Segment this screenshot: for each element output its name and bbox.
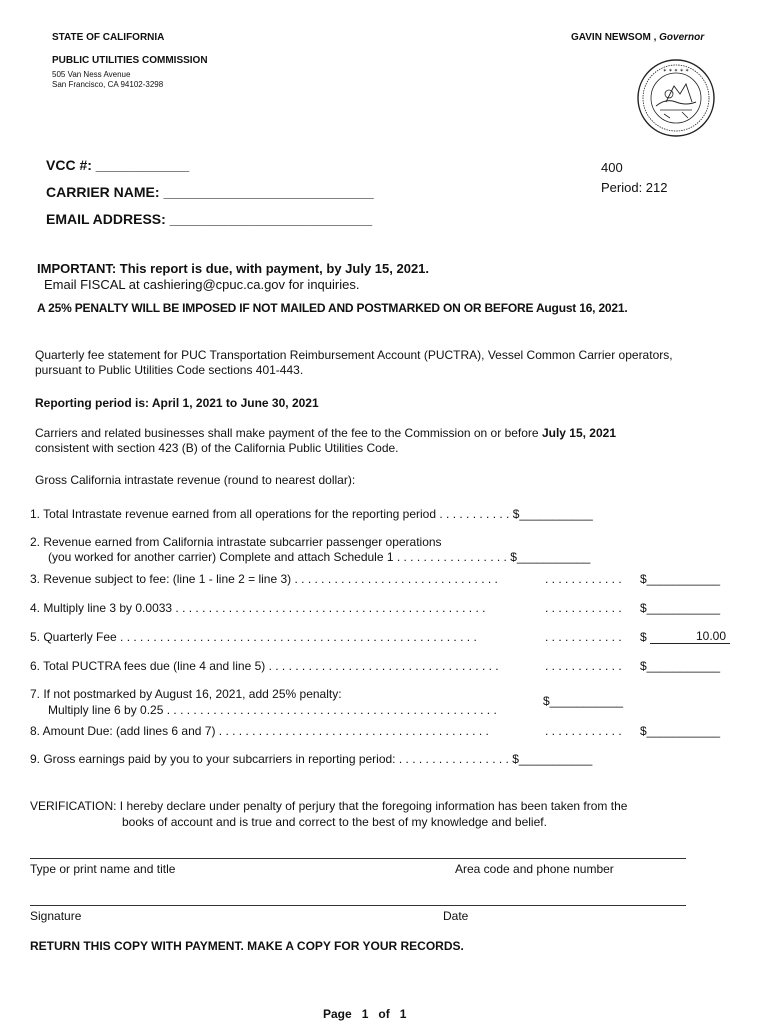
page-label: Page bbox=[323, 1007, 352, 1021]
line-7-amount[interactable]: $___________ bbox=[543, 694, 624, 708]
penalty-notice: A 25% PENALTY WILL BE IMPOSED IF NOT MAILED AND POSTMARKED ON OR BEFORE August 16, 2021. bbox=[37, 301, 628, 315]
line-4-dots: . . . . . . . . . . . . bbox=[545, 601, 622, 615]
gross-revenue-heading: Gross California intrastate revenue (round to nearest dollar): bbox=[35, 473, 356, 487]
line-1-total-revenue[interactable]: 1. Total Intrastate revenue earned from all operations for the reporting period . . . . . . . . . . . $___________ bbox=[30, 507, 593, 521]
line-3-dots: . . . . . . . . . . . . bbox=[545, 572, 622, 586]
state-seal-icon bbox=[636, 58, 716, 138]
line-7-label: 7. If not postmarked by August 16, 2021, add 25% penalty: bbox=[30, 687, 342, 701]
line-3-amount[interactable]: $___________ bbox=[640, 572, 721, 586]
state-name: STATE OF CALIFORNIA bbox=[52, 32, 165, 43]
line-6-amount[interactable]: $___________ bbox=[640, 659, 721, 673]
signature-date-line[interactable] bbox=[30, 905, 686, 906]
line-3-label: 3. Revenue subject to fee: (line 1 - line 2 = line 3) . . . . . . . . . . . . . . . . . . . . . . . . . . . . . . . bbox=[30, 572, 498, 586]
governor-name: GAVIN NEWSOM , bbox=[571, 32, 657, 43]
carriers-line-1 bbox=[35, 426, 616, 440]
form-code: 400 bbox=[601, 160, 623, 175]
line-5-dots: . . . . . . . . . . . . bbox=[545, 630, 622, 644]
email-inquiries: Email FISCAL at cashiering@cpuc.ca.gov for inquiries. bbox=[44, 277, 360, 292]
due-date: July 15, 2021 bbox=[541, 426, 616, 440]
line-2-subcarrier-revenue: 2. Revenue earned from California intrastate subcarrier passenger operations bbox=[30, 535, 442, 549]
line-5-amount[interactable]: 10.00 bbox=[650, 630, 730, 644]
email-address-field[interactable]: EMAIL ADDRESS: __________________________ bbox=[46, 211, 373, 227]
line-8-label: 8. Amount Due: (add lines 6 and 7) . . . . . . . . . . . . . . . . . . . . . . . . . . . . . . . . . . . . . . . . . bbox=[30, 724, 489, 738]
governor-title: Governor bbox=[659, 32, 705, 43]
verification-line-2: books of account and is true and correct to the best of my knowledge and belief. bbox=[122, 815, 547, 829]
line-5-label: 5. Quarterly Fee . . . . . . . . . . . . . . . . . . . . . . . . . . . . . . . . . . . . . . . . . . . . . . . . . . . . . . bbox=[30, 630, 477, 644]
line-4-label: 4. Multiply line 3 by 0.0033 . . . . . . . . . . . . . . . . . . . . . . . . . . . . . . . . . . . . . . . . . . . . . . . bbox=[30, 601, 486, 615]
carriers-line-2: consistent with section 423 (B) of the California Public Utilities Code. bbox=[35, 441, 399, 455]
page-total: 1 bbox=[399, 1007, 407, 1021]
carriers-text: Carriers and related businesses shall make payment of the fee to the Commission on or before bbox=[35, 426, 542, 440]
statement-line-1: Quarterly fee statement for PUC Transportation Reimbursement Account (PUCTRA), Vessel Common Carrier operators, bbox=[35, 348, 673, 362]
carrier-name-field[interactable]: CARRIER NAME: ___________________________ bbox=[46, 184, 374, 200]
reporting-period: Reporting period is: April 1, 2021 to June 30, 2021 bbox=[35, 396, 319, 410]
vcc-field[interactable]: VCC #: ____________ bbox=[46, 157, 190, 173]
line-8-dots: . . . . . . . . . . . . bbox=[545, 724, 622, 738]
line-6-label: 6. Total PUCTRA fees due (line 4 and line 5) . . . . . . . . . . . . . . . . . . . . . . . . . . . . . . . . . . . bbox=[30, 659, 499, 673]
address-line-1: 505 Van Ness Avenue bbox=[52, 70, 131, 79]
verification-line-1: VERIFICATION: I hereby declare under penalty of perjury that the foregoing information has been taken from the bbox=[30, 799, 628, 813]
date-label: Date bbox=[443, 909, 469, 923]
important-notice: IMPORTANT: This report is due, with payment, by July 15, 2021. bbox=[37, 261, 430, 276]
line-2-schedule[interactable]: (you worked for another carrier) Complete and attach Schedule 1 . . . . . . . . . . . . . . . . . $___________ bbox=[48, 550, 591, 564]
line-4-amount[interactable]: $___________ bbox=[640, 601, 721, 615]
line-9-subcarrier-earnings[interactable]: 9. Gross earnings paid by you to your subcarriers in reporting period: . . . . . . . . . . . . . . . . . $___________ bbox=[30, 752, 593, 766]
period-label: Period: 212 bbox=[601, 180, 668, 195]
return-instruction: RETURN THIS COPY WITH PAYMENT. MAKE A COPY FOR YOUR RECORDS. bbox=[30, 939, 464, 953]
line-5-dollar: $ bbox=[640, 630, 647, 644]
line-6-dots: . . . . . . . . . . . . bbox=[545, 659, 622, 673]
svg-text:✶ ✶ ✶ ✶ ✶: ✶ ✶ ✶ ✶ ✶ bbox=[662, 68, 690, 74]
name-title-label: Type or print name and title bbox=[30, 862, 176, 876]
name-phone-line[interactable] bbox=[30, 858, 686, 859]
page-number: 1 bbox=[361, 1007, 369, 1021]
of-label: of bbox=[378, 1007, 390, 1021]
agency-name: PUBLIC UTILITIES COMMISSION bbox=[52, 55, 208, 66]
address-line-2: San Francisco, CA 94102-3298 bbox=[52, 80, 164, 89]
page-indicator bbox=[323, 1007, 406, 1021]
phone-label: Area code and phone number bbox=[455, 862, 614, 876]
statement-line-2: pursuant to Public Utilities Code sections 401-443. bbox=[35, 363, 304, 377]
line-8-amount[interactable]: $___________ bbox=[640, 724, 721, 738]
governor bbox=[571, 32, 704, 43]
line-7-multiply: Multiply line 6 by 0.25 . . . . . . . . . . . . . . . . . . . . . . . . . . . . . . . . . . . . . . . . . . . . . . . . . . bbox=[48, 703, 497, 717]
signature-label: Signature bbox=[30, 909, 82, 923]
